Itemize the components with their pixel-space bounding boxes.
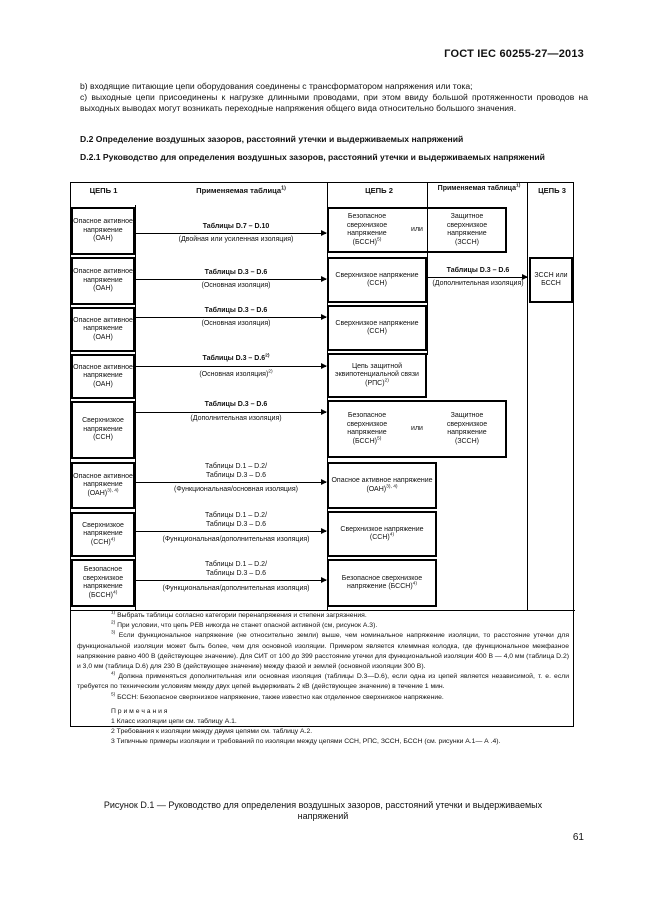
row4-arrow bbox=[135, 366, 326, 367]
notes-title: П р и м е ч а н и я bbox=[111, 707, 168, 715]
row2-circuit1-box: Опасное активное напряжение (ОАН) bbox=[71, 257, 135, 305]
footnote-4: $^{4)}$ Должна применяться дополнительная или основная изоляция (таблицы D.3—D.6), если одна из цепей является независимой, т. е. если требуется по техническим условиям между двух цепей выдерживать 2 кВ (действующее значение) в течение 1 мин. bbox=[77, 671, 569, 691]
row3-insulation-label: (Основная изоляция) bbox=[201, 320, 271, 327]
col-header-table2: Применяемая таблица$^{1)}$ bbox=[437, 183, 521, 192]
intro-item-b: b) входящие питающие цепи оборудования соединены с трансформатором напряжения или тока; bbox=[80, 81, 473, 91]
row6-circuit1-box: Опасное активное напряжение (ОАН)$^{3), 4)}$ bbox=[71, 462, 135, 509]
row4-insulation-label: (Основная изоляция)$^{2)}$ bbox=[199, 369, 273, 378]
row2-arrow2 bbox=[427, 277, 527, 278]
row7-arrow bbox=[135, 531, 326, 532]
row5-arrow bbox=[135, 412, 326, 413]
intro-item-c: c) выходные цепи присоединены к нагрузке длинными проводами, при этом ввиду большой протяженности проводов на выходных выводах могут возникать переходные напряжения общего вида относительно большого значения. bbox=[80, 92, 588, 113]
note-1: 1 Класс изоляции цепи см. таблицу А.1. bbox=[111, 718, 237, 726]
standard-header: ГОСТ IEC 60255-27—2013 bbox=[444, 48, 584, 60]
note-2: 2 Требования к изоляции между двумя цепями см. таблицу А.2. bbox=[111, 728, 313, 736]
row2-table-label: Таблицы D.3 – D.6 bbox=[204, 269, 268, 276]
row6-table-label-b: Таблицы D.3 – D.6 bbox=[205, 472, 267, 479]
row2-circuit2-box: Сверхнизкое напряжение (ССН) bbox=[327, 257, 427, 303]
row6-arrow bbox=[135, 482, 326, 483]
row7-insulation-label: (Функциональная/дополнительная изоляция) bbox=[162, 536, 310, 543]
figure-caption: Рисунок D.1 — Руководство для определения воздушных зазоров, расстояний утечки и выдерживаемых напряжений bbox=[103, 800, 543, 821]
row5-insulation-label: (Дополнительная изоляция) bbox=[190, 415, 282, 422]
row6-insulation-label: (Функциональная/основная изоляция) bbox=[174, 486, 298, 493]
row1-insulation-label: (Двойная или усиленная изоляция) bbox=[178, 236, 294, 243]
note-3: 3 Типичные примеры изоляции и требований по изоляции между цепями ССН, РПС, ЗССН, БССН (см. рисунки А.1— А .4). bbox=[111, 738, 501, 746]
row1-arrow bbox=[135, 233, 326, 234]
row3-circuit2-box: Сверхнизкое напряжение (ССН) bbox=[327, 305, 427, 351]
row8-circuit1-box: Безопасное сверхнизкое напряжение (БССН)$^{4)}$ bbox=[71, 559, 135, 607]
row8-circuit2-box: Безопасное сверхнизкое напряжение (БССН)$^{4)}$ bbox=[327, 559, 437, 607]
row6-circuit2-box: Опасное активное напряжение (ОАН)$^{3), 4)}$ bbox=[327, 462, 437, 509]
row7-circuit1-box: Сверхнизкое напряжение (ССН)$^{4)}$ bbox=[71, 512, 135, 557]
section-d2-heading: D.2 Определение воздушных зазоров, расстояний утечки и выдерживаемых напряжений bbox=[80, 134, 464, 144]
row2-arrow bbox=[135, 279, 326, 280]
row7-circuit2-box: Сверхнизкое напряжение (ССН)$^{4)}$ bbox=[327, 511, 437, 557]
row8-table-label-b: Таблицы D.3 – D.6 bbox=[205, 570, 267, 577]
footnote-1: $^{1)}$ Выбрать таблицы согласно категории перенапряжения и степени загрязнения. bbox=[111, 610, 367, 619]
row3-table-label: Таблицы D.3 – D.6 bbox=[204, 307, 268, 314]
col-header-circuit2: ЦЕПЬ 2 bbox=[365, 186, 393, 195]
row1-circuit2-box: Безопасное сверхнизкое напряжение (БССН)$^{5)}$ или Защитное сверхнизкое напряжение (ЗССН) bbox=[327, 207, 507, 253]
row2-circuit3-box: ЗССН или БССН bbox=[529, 257, 573, 303]
col-header-circuit1: ЦЕПЬ 1 bbox=[89, 186, 118, 195]
row7-table-label-b: Таблицы D.3 – D.6 bbox=[205, 521, 267, 528]
footnote-5: $^{5)}$ БССН: Безопасное сверхнизкое напряжение, также известно как отделенное сверхнизкое напряжение. bbox=[111, 692, 444, 701]
row8-arrow bbox=[135, 580, 326, 581]
row2-table2-label: Таблицы D.3 – D.6 bbox=[446, 267, 510, 274]
row4-circuit2-box: Цепь защитной эквипотенциальной связи (РПС)$^{2)}$ bbox=[327, 353, 427, 398]
row8-insulation-label: (Функциональная/дополнительная изоляция) bbox=[162, 585, 310, 592]
row7-table-label-a: Таблицы D.1 – D.2/ bbox=[204, 512, 268, 519]
row2-insulation2-label: (Дополнительная изоляция) bbox=[432, 280, 524, 287]
row3-circuit1-box: Опасное активное напряжение (ОАН) bbox=[71, 307, 135, 352]
col-header-table: Применяемая таблица$^{1)}$ bbox=[196, 185, 286, 195]
page-number: 61 bbox=[572, 832, 584, 843]
row1-circuit1-box: Опасное активное напряжение (ОАН) bbox=[71, 207, 135, 255]
row4-table-label: Таблицы D.3 – D.6$^{2)}$ bbox=[202, 353, 270, 362]
row6-table-label-a: Таблицы D.1 – D.2/ bbox=[204, 463, 268, 470]
row2-insulation-label: (Основная изоляция) bbox=[201, 282, 271, 289]
row4-circuit1-box: Опасное активное напряжение (ОАН) bbox=[71, 354, 135, 399]
section-d21-heading: D.2.1 Руководство для определения воздушных зазоров, расстояний утечки и выдерживаемых напряжений bbox=[80, 152, 545, 162]
row8-table-label-a: Таблицы D.1 – D.2/ bbox=[204, 561, 268, 568]
row1-table-label: Таблицы D.7 – D.10 bbox=[202, 223, 270, 230]
row3-arrow bbox=[135, 317, 326, 318]
row5-table-label: Таблицы D.3 – D.6 bbox=[204, 401, 268, 408]
footnote-3: $^{3)}$ Если функциональное напряжение (не относительно земли) выше, чем номинальное напряжение изоляции, то расстояние утечки для функциональной изоляции может быть более, чем для основной изоляции. Примером является клеммная колодка, где функциональное межфазное напряжение равно 400 В (действующее значение). Для СИТ от 100 до 399 расстояние утечки для функциональной изоляции 400 В — 4,0 мм (таблица D.2) и 3,0 мм (таблица D.6) для 230 В (действующее значение) между фазой и землей (основной изоляции 300 В). bbox=[77, 631, 569, 671]
row5-circuit2-box: Безопасное сверхнизкое напряжение (БССН)$^{5)}$ или Защитное сверхнизкое напряжение (ЗССН) bbox=[327, 400, 507, 458]
col-header-circuit3: ЦЕПЬ 3 bbox=[538, 186, 566, 195]
insulation-guide-diagram bbox=[70, 182, 574, 746]
row5-circuit1-box: Сверхнизкое напряжение (ССН) bbox=[71, 401, 135, 459]
footnote-2: $^{2)}$ При условии, что цепь РЕВ никогда не станет опасной активной (см, рисунок А.3). bbox=[111, 620, 378, 630]
diagram-footnotes bbox=[77, 611, 569, 748]
